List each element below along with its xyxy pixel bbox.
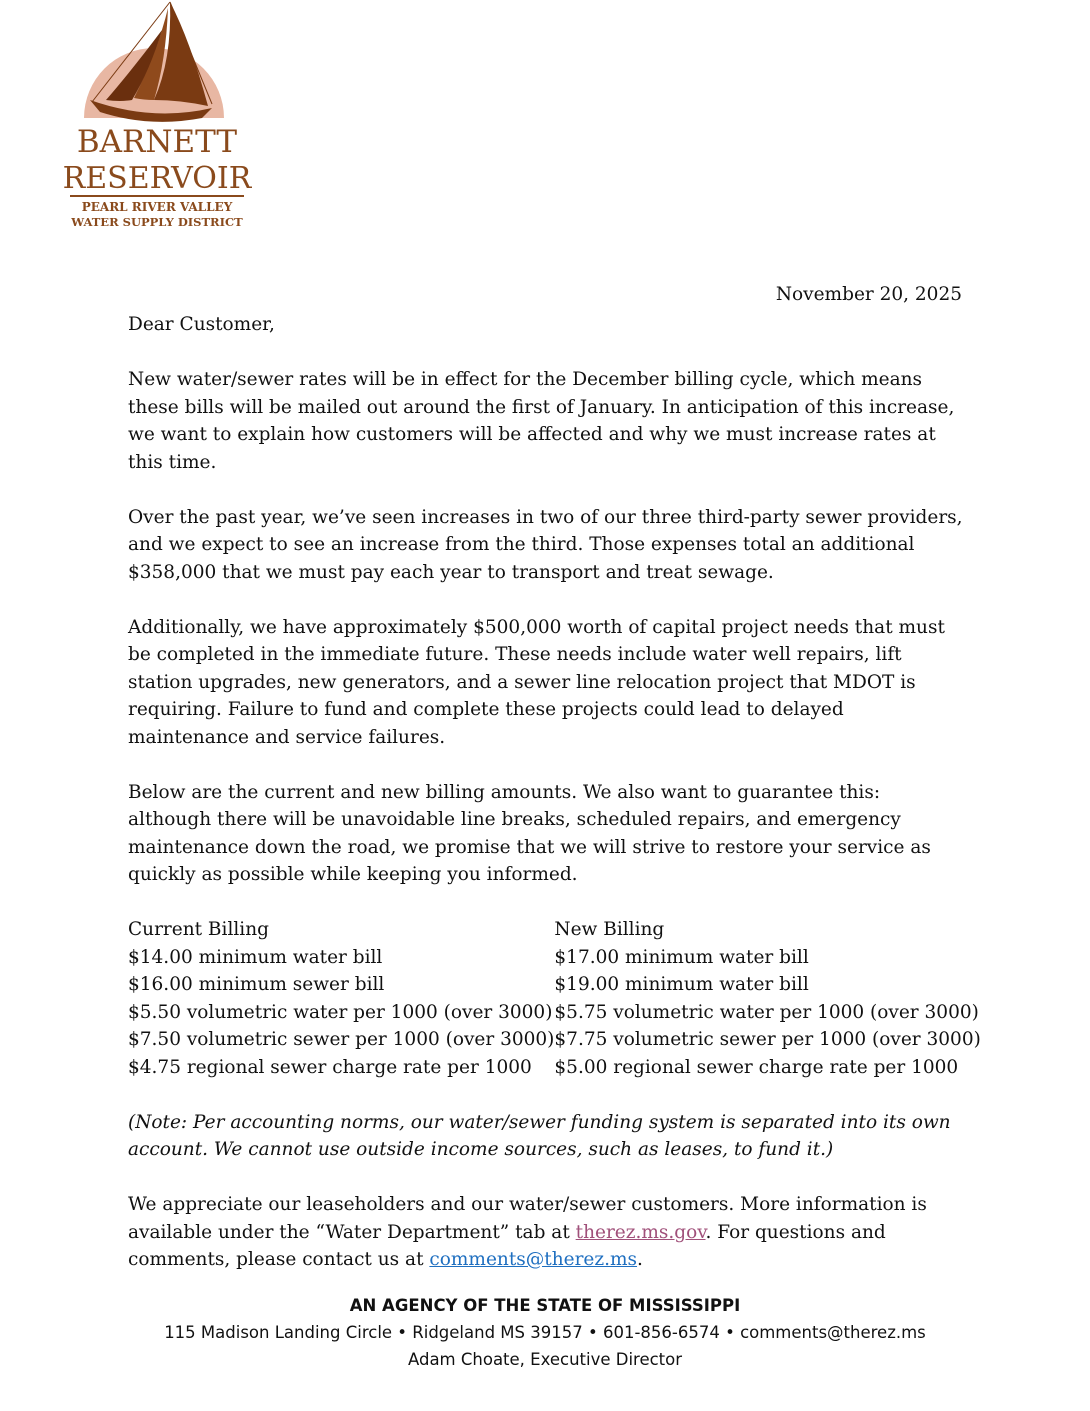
- closing-paragraph: [128, 1191, 968, 1274]
- new-billing-item: $5.00 regional sewer charge rate per 1000: [554, 1056, 959, 1078]
- closing-text: . For questions and comments, please contact us at: [128, 1221, 886, 1270]
- current-billing-column: [128, 916, 554, 1081]
- logo-text-line4: WATER SUPPLY DISTRICT: [71, 215, 243, 229]
- letter-body: [128, 311, 981, 1301]
- current-billing-item: $7.50 volumetric sewer per 1000 (over 3000): [128, 1029, 555, 1050]
- paragraph: New water/sewer rates will be in effect for the December billing cycle, which means these bills will be mailed out around the first of January. In anticipation of this increase, we want to explain how customers will be affected and why we must increase rates at this time.: [128, 369, 955, 473]
- paragraph: Below are the current and new billing amounts. We also want to guarantee this: although there will be unavoidable line breaks, scheduled repairs, and emergency maintenance down the road, we promise that we will strive to restore your service as quickly as possible while keeping you informed.: [128, 781, 931, 885]
- closing-text: .: [637, 1249, 643, 1270]
- current-billing-item: $5.50 volumetric water per 1000 (over 3000): [128, 1001, 553, 1023]
- footer-address: 115 Madison Landing Circle • Ridgeland MS 39157 • 601-856-6574 • comments@therez.ms: [164, 1323, 926, 1342]
- new-billing-item: $17.00 minimum water bill: [554, 946, 809, 968]
- current-billing-item: $16.00 minimum sewer bill: [128, 974, 385, 995]
- new-billing-item: $19.00 minimum water bill: [554, 974, 809, 995]
- new-billing-item: $7.75 volumetric sewer per 1000 (over 3000): [554, 1029, 981, 1050]
- salutation: Dear Customer,: [128, 314, 275, 335]
- new-billing-heading: New Billing: [554, 919, 665, 940]
- paragraph: Additionally, we have approximately $500,000 worth of capital project needs that must be completed in the immediate future. These needs include water well repairs, lift station upgrades, new generators, and a sewer line relocation project that MDOT is requiring. Failure to fund and complete these projects could lead to delayed maintenance and service failures.: [128, 616, 945, 748]
- email-link[interactable]: comments@therez.ms: [429, 1249, 638, 1270]
- website-link[interactable]: therez.ms.gov: [575, 1221, 706, 1243]
- current-billing-item: $14.00 minimum water bill: [128, 946, 383, 968]
- new-billing-item: $5.75 volumetric water per 1000 (over 3000): [554, 1001, 979, 1023]
- closing-text: We appreciate our leaseholders and our water/sewer customers. More information is available under the “Water Department” tab at: [128, 1194, 927, 1243]
- logo-text-line2: RESERVOIR: [62, 161, 252, 196]
- current-billing-item: $4.75 regional sewer charge rate per 1000: [128, 1056, 532, 1078]
- logo-text-line3: PEARL RIVER VALLEY: [81, 200, 233, 214]
- letter-date: November 20, 2025: [775, 284, 962, 305]
- footer-director: Adam Choate, Executive Director: [407, 1350, 683, 1369]
- billing-comparison: [128, 916, 981, 1081]
- new-billing-column: [554, 916, 980, 1081]
- accounting-note: (Note: Per accounting norms, our water/sewer funding system is separated into its own account. We cannot use outside income sources, such as leases, to fund it.): [128, 1111, 951, 1160]
- paragraph: Over the past year, we’ve seen increases in two of our three third-party sewer providers, and we expect to see an increase from the third. Those expenses total an additional $358,000 that we must pay each year to transport and treat sewage.: [128, 506, 963, 583]
- letterhead-footer: [0, 1292, 1090, 1373]
- sailboat-logo-graphic: [62, 0, 252, 235]
- barnett-reservoir-logo: [62, 0, 252, 235]
- current-billing-heading: Current Billing: [128, 919, 269, 940]
- footer-title: AN AGENCY OF THE STATE OF MISSISSIPPI: [349, 1296, 741, 1315]
- logo-text-line1: BARNETT: [76, 124, 238, 160]
